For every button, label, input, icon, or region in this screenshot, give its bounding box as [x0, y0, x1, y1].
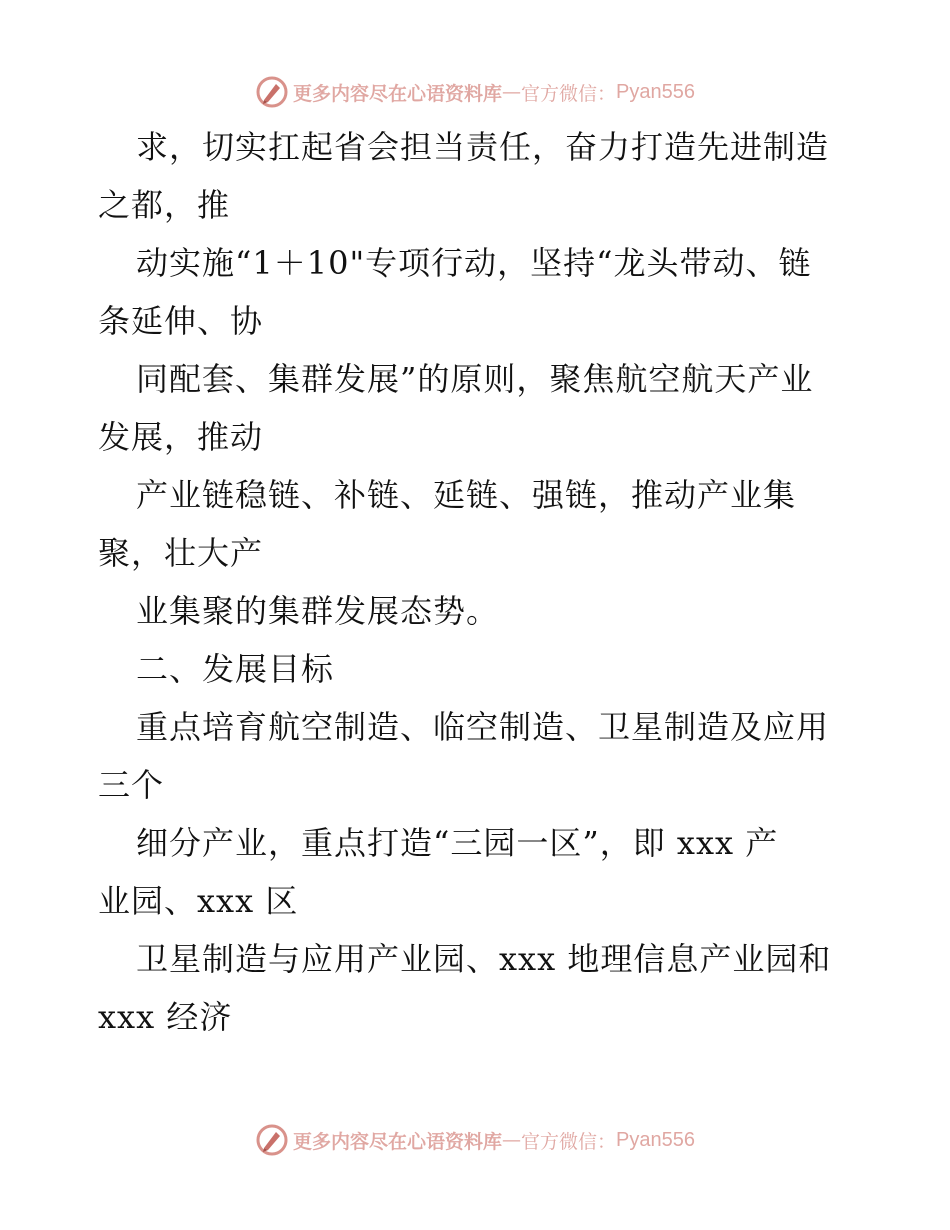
- text-line: 聚，壮大产: [98, 534, 264, 572]
- text-line: 重点培育航空制造、临空制造、卫星制造及应用: [136, 708, 830, 746]
- text-line: 发展，推动: [98, 418, 264, 456]
- text-line: 条延伸、协: [98, 302, 264, 340]
- text-line: 动实施“1＋10"专项行动，坚持“龙头带动、链: [136, 244, 812, 282]
- watermark-wechat-id: Pyan556: [616, 80, 695, 103]
- text-line: 卫星制造与应用产业园、xxx 地理信息产业园和: [136, 940, 832, 978]
- section-heading: 二、发展目标: [136, 650, 335, 688]
- text-line: 产业链稳链、补链、延链、强链，推动产业集: [136, 476, 797, 514]
- watermark-label: 官方微信：: [521, 1130, 617, 1153]
- pen-logo-icon: [255, 75, 289, 109]
- text-line: 求，切实扛起省会担当责任，奋力打造先进制造: [136, 128, 830, 166]
- text-line: 同配套、集群发展”的原则，聚焦航空航天产业: [136, 360, 814, 398]
- text-line: 业集聚的集群发展态势。: [136, 592, 500, 630]
- watermark-label: 官方微信：: [521, 82, 617, 105]
- text-line: 细分产业，重点打造“三园一区”，即 xxx 产: [136, 824, 779, 862]
- watermark-dash: —: [502, 81, 522, 103]
- text-line: 之都，推: [98, 186, 231, 224]
- document-body: [98, 118, 858, 1046]
- watermark-wechat-id: Pyan556: [616, 1128, 695, 1151]
- text-line: xxx 经济: [98, 998, 233, 1036]
- header-watermark: [0, 72, 950, 112]
- pen-logo-icon: [255, 1123, 289, 1157]
- footer-watermark: [0, 1120, 950, 1160]
- watermark-brand-text: 更多内容尽在心语资料库: [293, 82, 503, 105]
- watermark-brand-text: 更多内容尽在心语资料库: [293, 1130, 503, 1153]
- watermark-dash: —: [502, 1129, 522, 1151]
- text-line: 业园、xxx 区: [98, 882, 299, 920]
- text-line: 三个: [98, 766, 165, 804]
